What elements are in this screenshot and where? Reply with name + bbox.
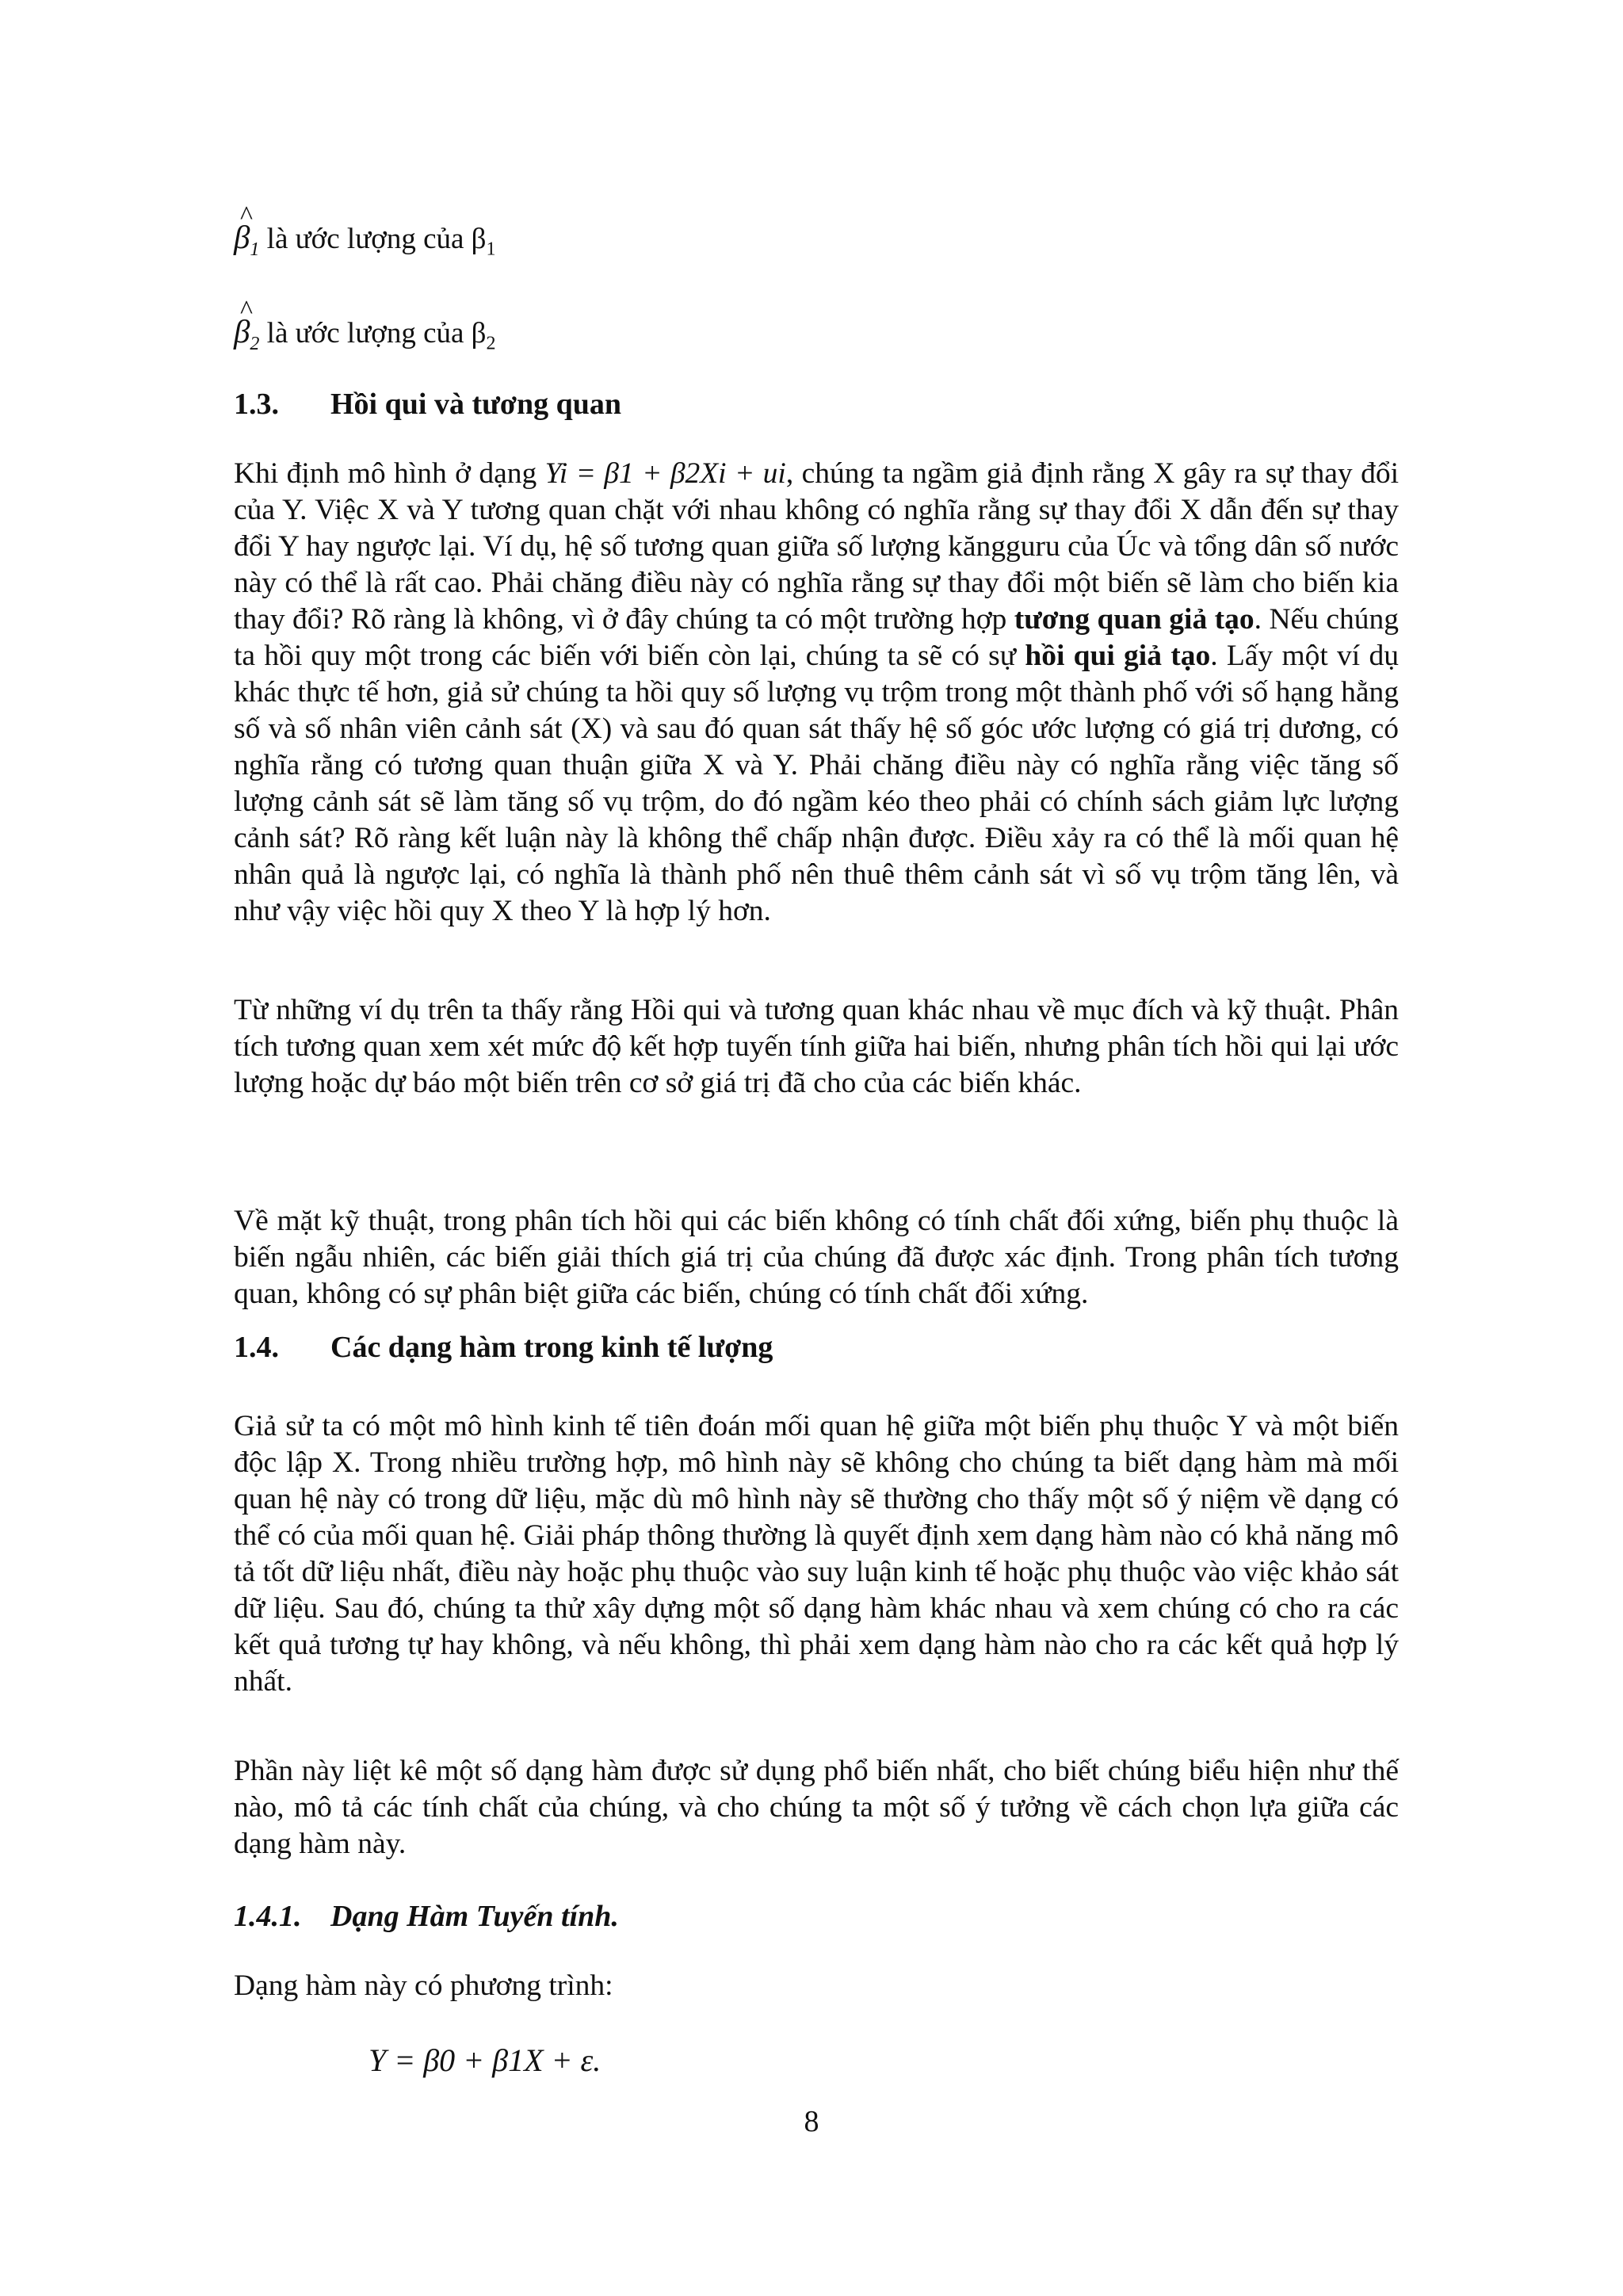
paragraph-functional-forms: Giả sử ta có một mô hình kinh tế tiên đoán mối quan hệ giữa một biến phụ thuộc Y và một biến độc lập X. Trong nhiều trường hợp, mô hình này sẽ không cho chúng ta biết dạng hàm mà mối quan hệ này có trong dữ liệu, mặc dù mô hình này sẽ thường cho thấy một số ý niệm về dạng có thể có của mối quan hệ. Giải pháp thông thường là quyết định xem dạng hàm nào có khả năng mô tả tốt dữ liệu nhất, điều này hoặc phụ thuộc vào suy luận kinh tế hoặc phụ thuộc vào việc khảo sát dữ liệu. Sau đó, chúng ta thử xây dựng một số dạng hàm khác nhau và xem chúng có cho ra các kết quả tương tự hay không, và nếu không, thì phải xem dạng hàm nào cho ra các kết quả hợp lý nhất.	[234, 1410, 1400, 1698]
spurious-regression-term: hồi qui giả tạo	[1025, 640, 1211, 672]
section-heading-1-4: 1.4. Các dạng hàm trong kinh tế lượng	[234, 1331, 773, 1364]
paragraph-technical-difference: Về mặt kỹ thuật, trong phân tích hồi qui các biến không có tính chất đối xứng, biến phụ thuộc là biến ngẫu nhiên, các biến giải thích giá trị của chúng đã được xác định. Trong phân tích tương quan, không có sự phân biệt giữa các biến, chúng có tính chất đối xứng.	[234, 1205, 1399, 1310]
page-number: 8	[804, 2105, 819, 2138]
spurious-correlation-term: tương quan giả tạo	[1014, 603, 1254, 636]
beta-hat-symbol: ^ $\beta_1$	[234, 217, 259, 269]
paragraph-regression-correlation: Khi định mô hình ở dạng Yi = β1 + β2Xi + ui, chúng ta ngầm giả định rằng X gây ra sự thay đổi của Y. Việc X và Y tương quan chặt với nhau không có nghĩa rằng sự thay đổi X dẫn đến sự thay đổi Y hay ngược lại. Ví dụ, hệ số tương quan giữa số lượng kăngguru của Úc và tổng dân số nước này có thể là rất cao. Phải chăng điều này có nghĩa rằng sự thay đổi một biến sẽ làm cho biến kia thay đổi? Rõ ràng là không, vì ở đây chúng ta có một trường hợp tương quan giả tạo. Nếu chúng ta hồi quy một trong các biến với biến còn lại, chúng ta sẽ có sự hồi qui giả tạo. Lấy một ví dụ khác thực tế hơn, giả sử chúng ta hồi quy số lượng vụ trộm trong một thành phố với số hạng hằng số và số nhân viên cảnh sát (X) và sau đó quan sát thấy hệ số góc ước lượng có giá trị dương, có nghĩa rằng có tương quan thuận giữa X và Y. Phải chăng điều này có nghĩa rằng việc tăng số lượng cảnh sát sẽ làm tăng số vụ trộm, do đó ngầm kéo theo phải có chính sách giảm lực lượng cảnh sát? Rõ ràng kết luận này là không thể chấp nhận được. Điều xảy ra có thể là mối quan hệ nhân quả là ngược lại, có nghĩa là thành phố nên thuê thêm cảnh sát vì số vụ trộm tăng lên, và như vậy việc hồi quy X theo Y là hợp lý hơn.	[234, 457, 1400, 927]
estimator-beta2-line: ^ $\beta_2$ là ước lượng của $\beta_2$	[234, 311, 496, 364]
model-formula: Yi = β1 + β2Xi + ui	[544, 457, 786, 490]
estimator-beta1-line: ^ $\beta_1$ là ước lượng của $\beta_1$	[234, 217, 496, 269]
section-heading-1-4-1: 1.4.1. Dạng Hàm Tuyến tính.	[234, 1900, 619, 1933]
paragraph-purpose-difference: Từ những ví dụ trên ta thấy rằng Hồi qui và tương quan khác nhau về mục đích và kỹ thuật. Phân tích tương quan xem xét mức độ kết hợp tuyến tính giữa hai biến, nhưng phân tích hồi qui lại ước lượng hoặc dự báo một biến trên cơ sở giá trị đã cho của các biến khác.	[234, 994, 1399, 1099]
paragraph-equation-intro: Dạng hàm này có phương trình:	[234, 1969, 613, 2002]
linear-equation: Y = β0 + β1X + ε.	[369, 2042, 601, 2078]
section-heading-1-3: 1.3. Hồi qui và tương quan	[234, 388, 621, 421]
paragraph-forms-overview: Phần này liệt kê một số dạng hàm được sử dụng phổ biến nhất, cho biết chúng biểu hiện như thế nào, mô tả các tính chất của chúng, và cho chúng ta một số ý tưởng về cách chọn lựa giữa các dạng hàm này.	[234, 1755, 1399, 1860]
beta-hat-symbol: ^ $\beta_2$	[234, 311, 259, 364]
